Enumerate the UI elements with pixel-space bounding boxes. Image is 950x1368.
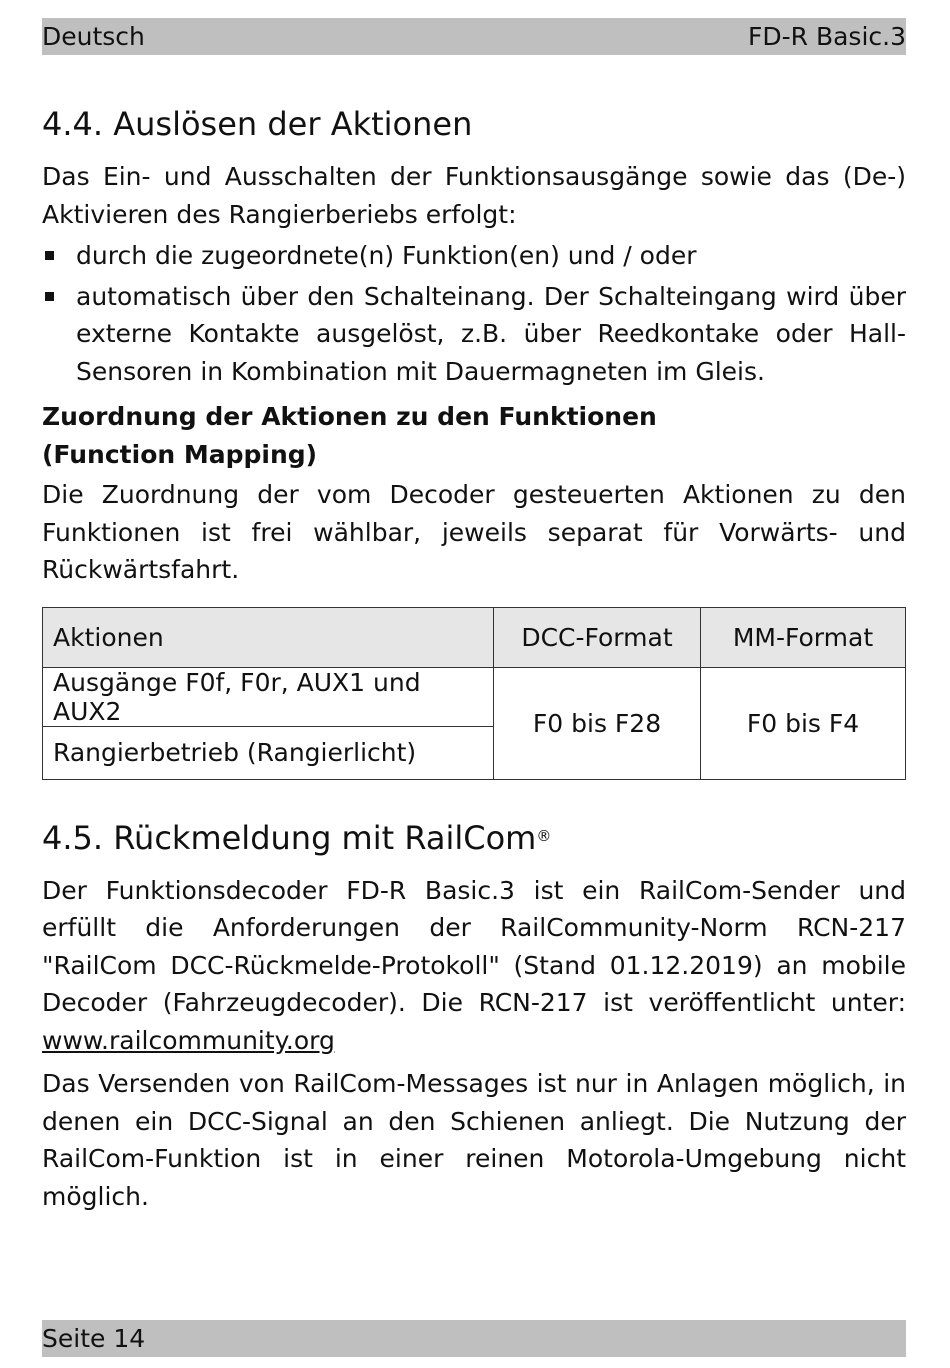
page-content [42,104,906,1215]
bullet-list [42,237,906,390]
table-header-row [43,607,906,667]
table-header-cell: MM-Format [701,607,906,667]
page-footer [42,1320,906,1357]
railcom-paragraph-2: Das Versenden von RailCom-Messages ist nur in Anlagen möglich, in denen ein DCC-Signal an den Schienen anliegt. Die Nutzung der RailCom-Funktion ist in einer reinen Motorola-Umgebung nicht möglich. [42,1069,906,1211]
table-cell: Ausgänge F0f, F0r, AUX1 und AUX2 [43,667,494,726]
table-cell-dcc: F0 bis F28 [494,667,701,779]
section-title-4-4: 4.4. Auslösen der Aktionen [42,105,473,143]
function-mapping-table [42,607,906,780]
page-number: Seite 14 [42,1324,146,1353]
list-item: durch die zugeordnete(n) Funktion(en) und / oder [42,237,906,275]
table-cell-mm: F0 bis F4 [701,667,906,779]
railcom-paragraph: Der Funktionsdecoder FD-R Basic.3 ist ein RailCom-Sender und erfüllt die Anforderungen der RailCommunity-Norm RCN-217 "RailCom DCC-Rückmelde-Protokoll" (Stand 01.12.2019) an mobile Decoder (Fahrzeugdecoder). Die RCN-217 ist veröffentlicht unter: [42,875,906,1017]
bullet-square-icon [45,251,54,260]
railcom-link-line [42,1022,906,1060]
mapping-text: Die Zuordnung der vom Decoder gesteuerten Aktionen zu den Funktionen ist frei wählbar, jeweils separat für Vorwärts- und Rückwärtsfahrt. [42,480,906,584]
table-cell: Rangierbetrieb (Rangierlicht) [43,726,494,779]
bullet-square-icon [45,292,54,301]
table-row [43,667,906,726]
section-title-4-5: 4.5. Rückmeldung mit RailCom® [42,818,552,857]
section-4-4-intro: Das Ein- und Ausschalten der Funktionsausgänge sowie das (De-) Aktivieren des Rangierberiebs erfolgt: [42,162,906,229]
subheading-function-mapping: Zuordnung der Aktionen zu den Funktionen (Function Mapping) [42,402,657,469]
page-header [42,18,906,55]
list-item: automatisch über den Schalteinang. Der Schalteingang wird über externe Kontakte ausgelöst, z.B. über Reedkontake oder Hall-Sensoren in Kombination mit Dauermagneten im Gleis. [42,278,906,391]
table-header-cell: DCC-Format [494,607,701,667]
header-language: Deutsch [42,22,145,51]
header-product: FD-R Basic.3 [747,22,906,51]
table-header-cell: Aktionen [43,607,494,667]
registered-mark: ® [536,826,552,845]
railcommunity-link[interactable]: www.railcommunity.org [42,1025,335,1055]
